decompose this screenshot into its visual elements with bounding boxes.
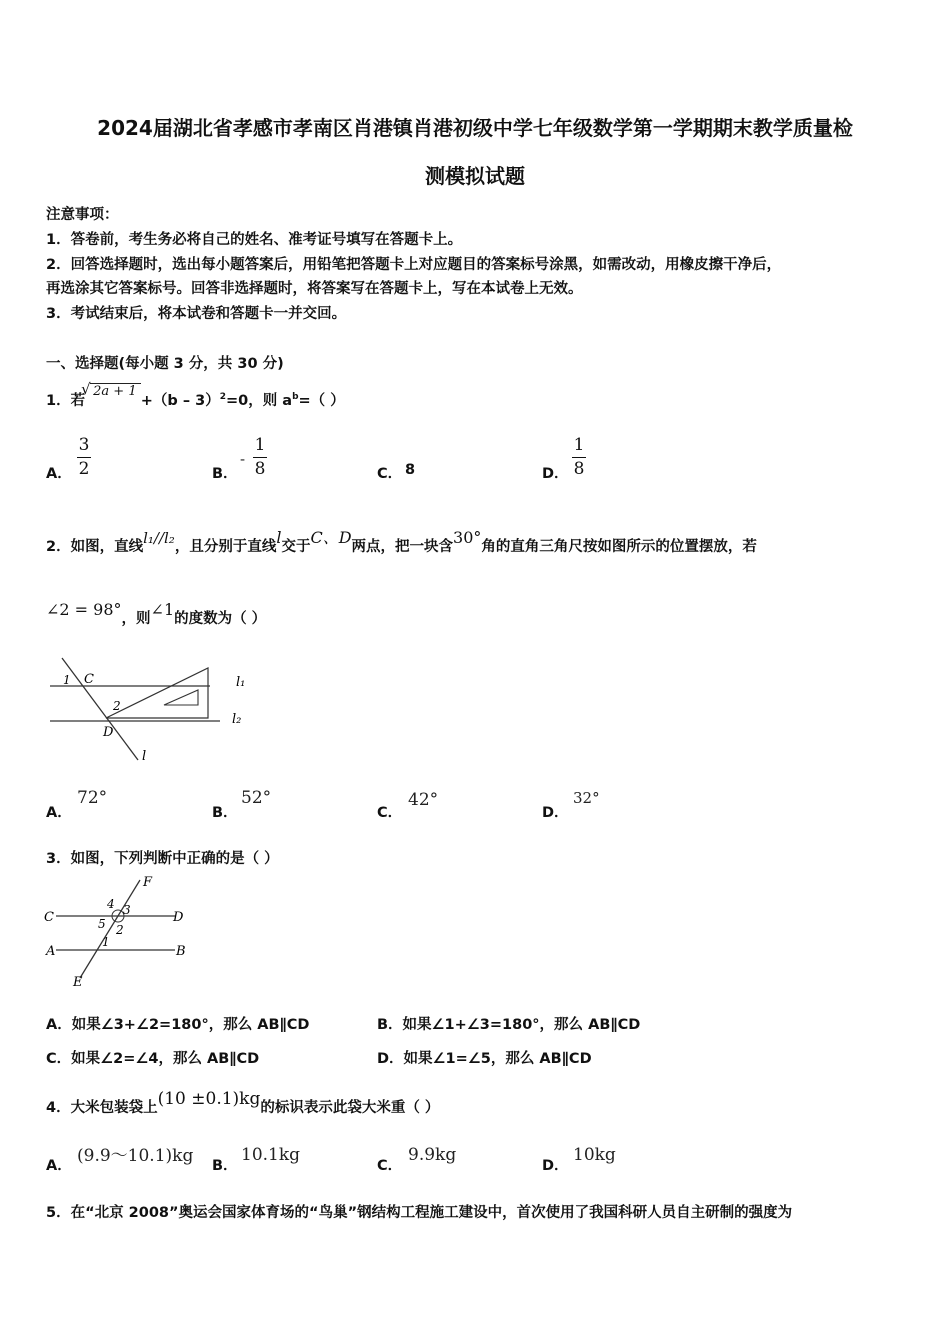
q2-option-a-value: 72°	[77, 788, 108, 808]
notice-item-3: 3．考试结束后，将本试卷和答题卡一并交回。	[46, 306, 347, 322]
question-1-stem	[46, 380, 345, 410]
q1-option-c-label[interactable]: C．	[377, 466, 403, 482]
q1-power: b	[292, 392, 299, 403]
q2-fig-label-l1: l₁	[236, 675, 246, 690]
q1-option-b-value: 1 8	[254, 435, 266, 479]
q1-mid: +（b – 3）	[140, 393, 220, 409]
q1-option-b-label[interactable]: B．	[212, 466, 238, 482]
question-2-stem: 2．如图，直线l₁//l₂，且分别于直线l交于C、D两点，把一块含30°角的直角三角尺按如图所示的位置摆放，若	[46, 528, 757, 555]
q2-option-c-label[interactable]: C．	[377, 805, 403, 821]
q1-sqrt-expr: √ 2a + 1	[90, 383, 141, 399]
q2-option-d-value: 32°	[573, 789, 600, 807]
notice-item-2: 2．回答选择题时，选出每小题答案后，用铅笔把答题卡上对应题目的答案标号涂黑，如需改动，用橡皮擦干净后，	[46, 257, 782, 273]
q3-option-a[interactable]: A．如果∠3+∠2=180°，那么 AB∥CD	[46, 1017, 310, 1033]
sqrt-icon: √	[81, 380, 91, 398]
q4-option-a-label[interactable]: A．	[46, 1158, 72, 1174]
q2-line-l: l	[276, 528, 282, 547]
q1-end: =（ ）	[298, 393, 345, 409]
notice-item-2-cont: 再选涂其它答案标号。回答非选择题时，将答案写在答题卡上，写在本试卷上无效。	[46, 281, 583, 297]
q3-fig-label-c: C	[44, 910, 54, 925]
q3-option-c[interactable]: C．如果∠2=∠4，那么 AB∥CD	[46, 1051, 260, 1067]
q2-parallel-expr: l₁//l₂	[143, 529, 175, 547]
q4-option-c-value: 9.9kg	[408, 1145, 457, 1165]
q2-points-cd: C、D	[310, 528, 352, 547]
q1-option-d-value: 1 8	[573, 435, 585, 479]
q1-option-a-value: 3 2	[78, 435, 90, 479]
q3-fig-label-f: F	[143, 875, 153, 890]
q3-fig-label-2: 2	[116, 923, 124, 937]
q2-fig-label-2: 2	[113, 699, 121, 713]
q2-figure	[40, 652, 260, 770]
q2-option-c-value: 42°	[408, 790, 439, 810]
question-2-stem-cont: ∠2 = 98°，则∠1的度数为（ ）	[46, 600, 267, 627]
q4-option-b-label[interactable]: B．	[212, 1158, 238, 1174]
q3-fig-label-5: 5	[98, 917, 106, 931]
question-5-stem: 5．在“北京 2008”奥运会国家体育场的“鸟巢”钢结构工程施工建设中，首次使用了我国科研人员自主研制的强度为	[46, 1205, 793, 1221]
q3-fig-label-b: B	[176, 944, 186, 959]
q4-option-d-value: 10kg	[573, 1145, 616, 1165]
section-heading: 一、选择题(每小题 3 分，共 30 分)	[46, 356, 284, 372]
q2-angle-30: 30°	[453, 528, 482, 547]
q3-option-d[interactable]: D．如果∠1=∠5，那么 AB∥CD	[377, 1051, 592, 1067]
q1-prefix: 1．若	[46, 393, 86, 409]
notice-item-1: 1．答卷前，考生务必将自己的姓名、准考证号填写在答题卡上。	[46, 232, 463, 248]
page-title-continued: 测模拟试题	[425, 164, 525, 188]
page-title: 2024届湖北省孝感市孝南区肖港镇肖港初级中学七年级数学第一学期期末教学质量检	[97, 116, 853, 140]
q1-option-c-value: 8	[405, 462, 416, 478]
q4-option-a-value: (9.9～10.1)kg	[77, 1146, 194, 1166]
q3-fig-label-3: 3	[123, 903, 131, 917]
q2-fig-label-1: 1	[63, 673, 71, 687]
q2-option-b-label[interactable]: B．	[212, 805, 238, 821]
q4-option-b-value: 10.1kg	[241, 1145, 301, 1165]
q2-angle-1: ∠1	[150, 600, 175, 619]
q4-option-d-label[interactable]: D．	[542, 1158, 569, 1174]
q3-figure	[40, 872, 200, 990]
q3-fig-label-e: E	[73, 975, 83, 990]
q3-fig-label-1: 1	[102, 935, 110, 949]
q2-option-d-label[interactable]: D．	[542, 805, 569, 821]
q1-square: 2	[219, 392, 226, 403]
q1-option-a-label[interactable]: A．	[46, 466, 72, 482]
q2-fig-label-l: l	[142, 749, 147, 764]
q2-fig-label-d: D	[103, 725, 114, 740]
q2-option-a-label[interactable]: A．	[46, 805, 72, 821]
q2-option-b-value: 52°	[241, 788, 272, 808]
q2-fig-label-c: C	[84, 672, 94, 687]
q4-label: (10 ±0.1)kg	[157, 1089, 261, 1109]
q3-fig-label-4: 4	[107, 897, 115, 911]
notice-heading: 注意事项：	[46, 207, 119, 223]
question-4-stem: 4．大米包装袋上(10 ±0.1)kg的标识表示此袋大米重（ ）	[46, 1089, 440, 1116]
q2-condition: ∠2 = 98°	[46, 600, 122, 619]
q1-option-d-label[interactable]: D．	[542, 466, 569, 482]
q1-option-b-sign: -	[240, 450, 246, 468]
q3-fig-label-d: D	[173, 910, 184, 925]
q3-option-b[interactable]: B．如果∠1+∠3=180°，那么 AB∥CD	[377, 1017, 641, 1033]
q2-fig-label-l2: l₂	[232, 712, 242, 727]
q1-eq: =0，则 a	[225, 393, 293, 409]
q4-option-c-label[interactable]: C．	[377, 1158, 403, 1174]
question-3-stem: 3．如图，下列判断中正确的是（ ）	[46, 851, 279, 867]
q3-fig-label-a: A	[46, 944, 56, 959]
